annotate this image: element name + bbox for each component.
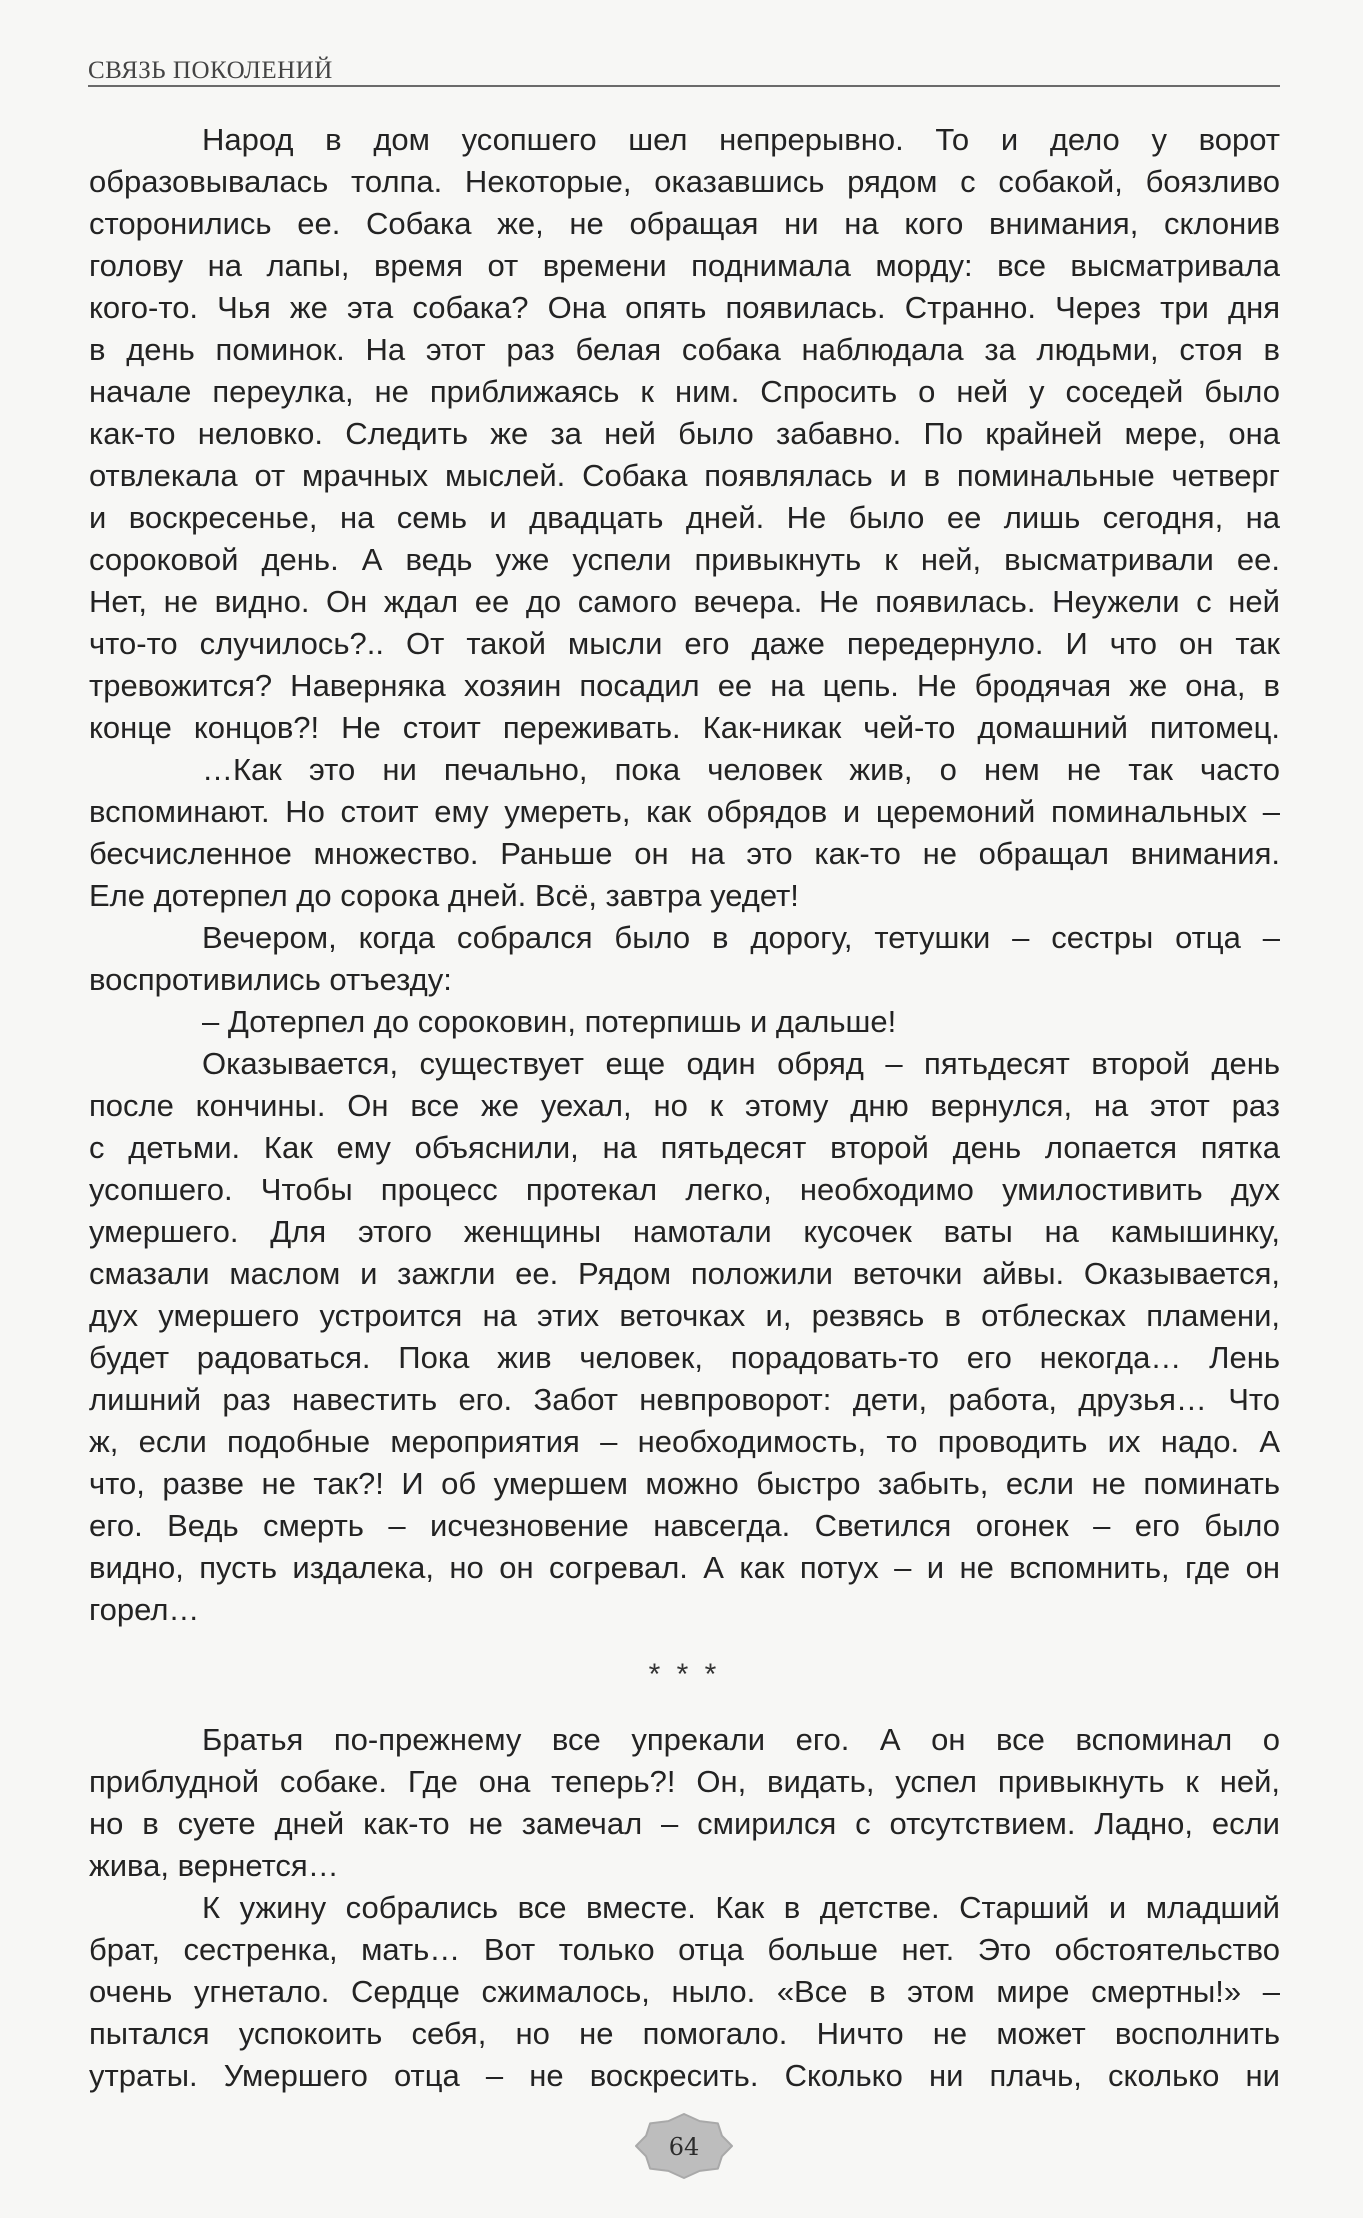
page-number: 64	[668, 2133, 700, 2161]
paragraph	[89, 749, 1280, 917]
paragraph	[89, 119, 1280, 749]
text-line: лишний раз навестить его. Забот невпроворот: дети, работа, друзья… Что	[89, 1382, 1280, 1417]
text-line: очень угнетало. Сердце сжималось, ныло. «Все в этом мире смертны!» –	[89, 1974, 1280, 2009]
text-line: что, разве не так?! И об умершем можно быстро забыть, если не поминать	[89, 1466, 1280, 1501]
running-head: СВЯЗЬ ПОКОЛЕНИЙ	[88, 57, 333, 84]
text-line: голову на лапы, время от времени поднимала морду: все высматривала	[89, 248, 1280, 283]
paragraph	[89, 1043, 1280, 1631]
text-line: брат, сестренка, мать… Вот только отца больше нет. Это обстоятельство	[89, 1932, 1280, 1967]
body-text	[89, 119, 1280, 2097]
text-line: Оказывается, существует еще один обряд – пятьдесят второй день	[202, 1046, 1280, 1081]
text-line: вспоминают. Но стоит ему умереть, как обрядов и церемоний поминальных –	[89, 794, 1280, 829]
text-line: тревожится? Наверняка хозяин посадил ее на цепь. Не бродячая же она, в	[89, 668, 1280, 703]
text-line: как-то неловко. Следить же за ней было забавно. По крайней мере, она	[89, 416, 1280, 451]
text-line: воспротивились отъезду:	[89, 962, 452, 997]
text-line: в день поминок. На этот раз белая собака наблюдала за людьми, стоя в	[89, 332, 1280, 367]
text-line: с детьми. Как ему объяснили, на пятьдесят второй день лопается пятка	[89, 1130, 1280, 1165]
text-line: и воскресенье, на семь и двадцать дней. Не было ее лишь сегодня, на	[89, 500, 1280, 535]
text-line: будет радоваться. Пока жив человек, порадовать-то его некогда… Лень	[89, 1340, 1280, 1375]
page-number-badge	[634, 2112, 734, 2180]
paragraph	[89, 1719, 1280, 1887]
text-line: Братья по-прежнему все упрекали его. А он все вспоминал о	[202, 1722, 1280, 1757]
text-line: усопшего. Чтобы процесс протекал легко, необходимо умилостивить дух	[89, 1172, 1280, 1207]
text-line: видно, пусть издалека, но он согревал. А как потух – и не вспомнить, где он	[89, 1550, 1280, 1585]
text-line: сороковой день. А ведь уже успели привыкнуть к ней, высматривали ее.	[89, 542, 1280, 577]
text-line: кого-то. Чья же эта собака? Она опять появилась. Странно. Через три дня	[89, 290, 1280, 325]
text-line: его. Ведь смерть – исчезновение навсегда. Светился огонек – его было	[89, 1508, 1280, 1543]
text-line: смазали маслом и зажгли ее. Рядом положили веточки айвы. Оказывается,	[89, 1256, 1280, 1291]
text-line: отвлекала от мрачных мыслей. Собака появлялась и в поминальные четверг	[89, 458, 1280, 493]
text-line: утраты. Умершего отца – не воскресить. Сколько ни плачь, сколько ни	[89, 2058, 1280, 2093]
header-rule	[88, 85, 1280, 87]
text-line: горел…	[89, 1592, 200, 1627]
paragraph	[89, 1887, 1280, 2097]
text-line: пытался успокоить себя, но не помогало. Ничто не может восполнить	[89, 2016, 1280, 2051]
text-line: начале переулка, не приближаясь к ним. Спросить о ней у соседей было	[89, 374, 1280, 409]
text-line: бесчисленное множество. Раньше он на это как-то не обращал внимания.	[89, 836, 1280, 871]
text-line: Нет, не видно. Он ждал ее до самого вечера. Не появилась. Неужели с ней	[89, 584, 1280, 619]
text-line: жива, вернется…	[89, 1848, 339, 1883]
text-line: но в суете дней как-то не замечал – смирился с отсутствием. Ладно, если	[89, 1806, 1280, 1841]
text-line: что-то случилось?.. От такой мысли его даже передернуло. И что он так	[89, 626, 1280, 661]
text-line: приблудной собаке. Где она теперь?! Он, видать, успел привыкнуть к ней,	[89, 1764, 1280, 1799]
text-line: Вечером, когда собрался было в дорогу, тетушки – сестры отца –	[202, 920, 1280, 955]
paragraph	[89, 917, 1280, 1001]
text-line: после кончины. Он все же уехал, но к этому дню вернулся, на этот раз	[89, 1088, 1280, 1123]
text-line: образовывалась толпа. Некоторые, оказавшись рядом с собакой, боязливо	[89, 164, 1280, 199]
text-line: Народ в дом усопшего шел непрерывно. То и дело у ворот	[202, 122, 1280, 157]
text-line: – Дотерпел до сороковин, потерпишь и дальше!	[202, 1004, 897, 1039]
text-line: Еле дотерпел до сорока дней. Всё, завтра уедет!	[89, 878, 799, 913]
text-line: дух умершего устроится на этих веточках и, резвясь в отблесках пламени,	[89, 1298, 1280, 1333]
section-separator: * * *	[648, 1658, 721, 1691]
text-line: конце концов?! Не стоит переживать. Как-никак чей-то домашний питомец.	[89, 710, 1280, 745]
dialogue-paragraph	[89, 1001, 1280, 1043]
text-line: умершего. Для этого женщины намотали кусочек ваты на камышинку,	[89, 1214, 1280, 1249]
text-line: сторонились ее. Собака же, не обращая ни на кого внимания, склонив	[89, 206, 1280, 241]
text-line: …Как это ни печально, пока человек жив, о нем не так часто	[202, 752, 1280, 787]
text-line: К ужину собрались все вместе. Как в детстве. Старший и младший	[202, 1890, 1280, 1925]
text-line: ж, если подобные мероприятия – необходимость, то проводить их надо. А	[89, 1424, 1280, 1459]
